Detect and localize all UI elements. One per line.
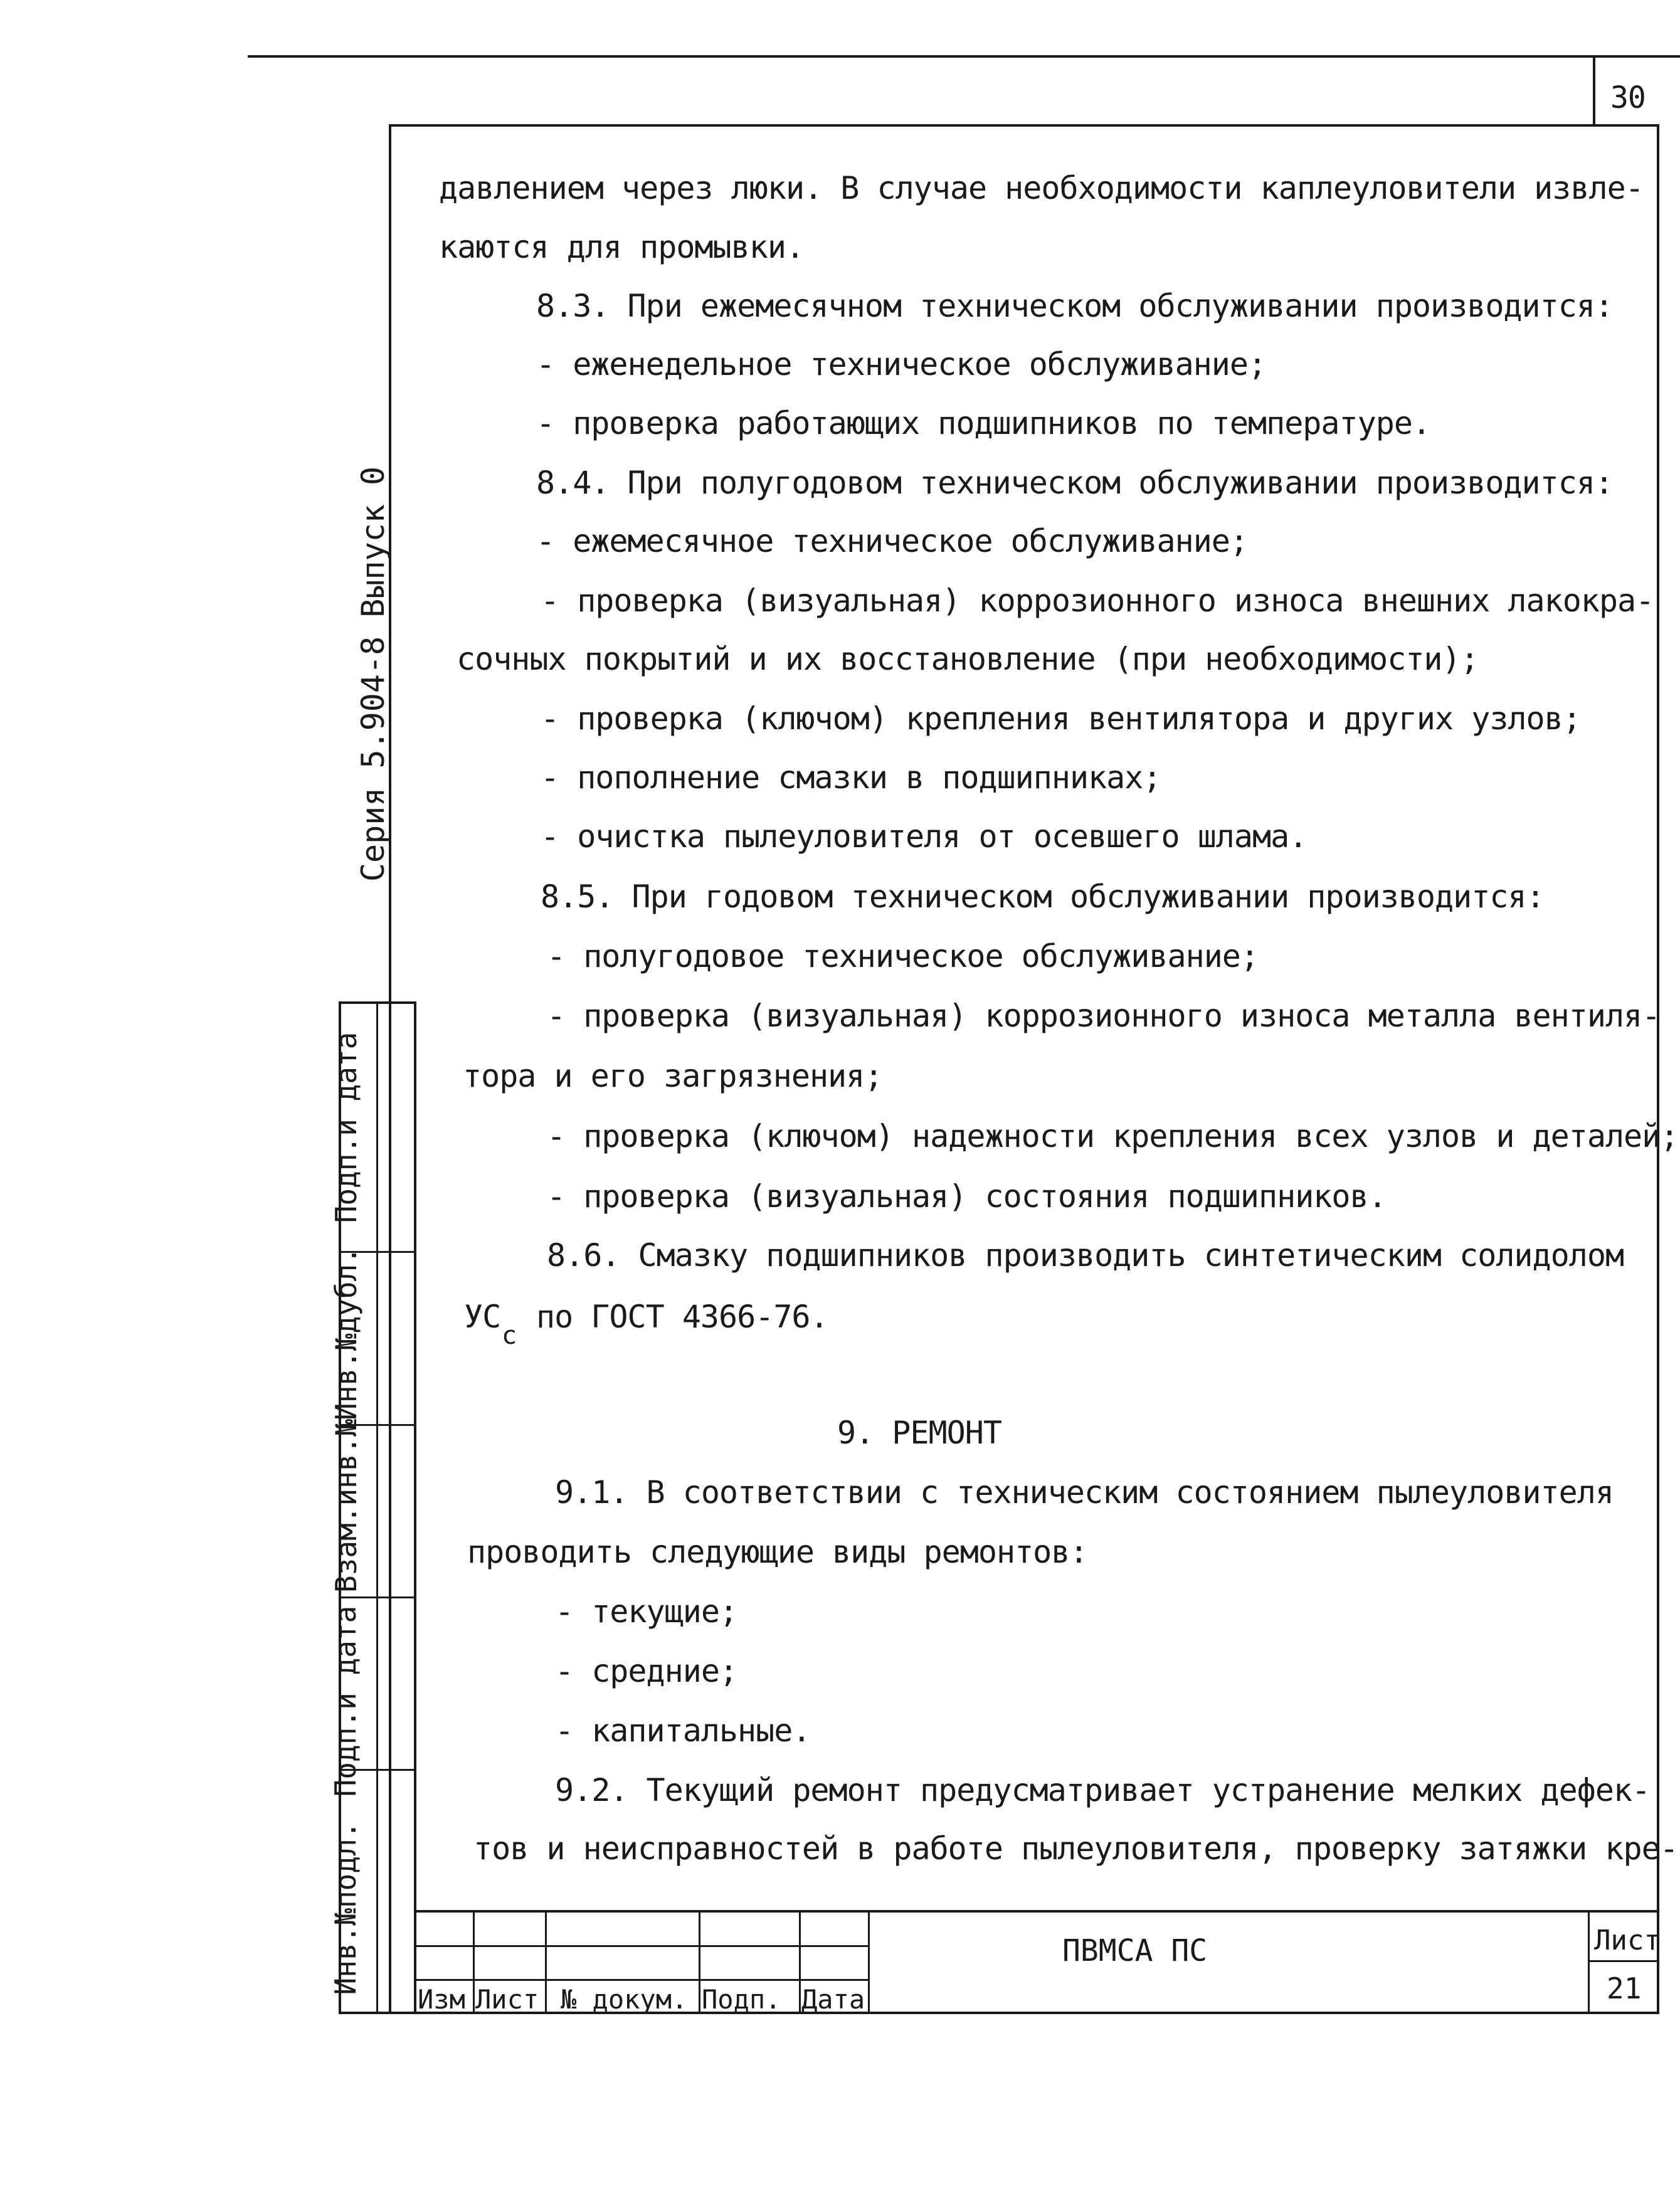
- body-line: - проверка (ключом) крепления вентилятора и других узлов;: [541, 700, 1581, 737]
- series-label: Серия 5.904-8 Выпуск 0: [355, 466, 391, 882]
- column-dokum: № докум.: [561, 1984, 688, 2015]
- title-block-col-line: [473, 1910, 475, 2014]
- body-line: 8.5. При годовом техническом обслуживании производится:: [541, 879, 1545, 915]
- top-page-number: 30: [1610, 80, 1646, 115]
- body-line: - капитальные.: [555, 1713, 811, 1749]
- body-line: - проверка работающих подшипников по температуре.: [536, 405, 1431, 441]
- body-line: сочных покрытий и их восстановление (при необходимости);: [457, 641, 1479, 677]
- column-izm: Изм: [418, 1984, 465, 2015]
- title-block-col-line: [868, 1910, 870, 2014]
- body-line: - проверка (визуальная) коррозионного износа металла вентиля-: [547, 998, 1661, 1034]
- body-line-us: УС: [464, 1299, 501, 1335]
- side-stamp-label-podp-data-1: Подп.и дата: [329, 1605, 362, 1797]
- body-line: по ГОСТ 4366-76.: [536, 1299, 828, 1335]
- title-block-col-line: [699, 1910, 700, 2014]
- side-stamp-inner-line: [376, 1004, 378, 2012]
- column-podp: Подп.: [702, 1984, 781, 2015]
- body-line: - пополнение смазки в подшипниках;: [541, 759, 1161, 796]
- body-line: тов и неисправностей в работе пылеуловителя, проверку затяжки кре-: [473, 1830, 1678, 1867]
- column-list: Лист: [475, 1984, 539, 2015]
- body-line: каются для промывки.: [439, 229, 805, 265]
- body-line: - проверка (визуальная) состояния подшипников.: [547, 1178, 1387, 1215]
- title-block-col-line: [799, 1910, 801, 2014]
- sheet-label: Лист: [1594, 1924, 1661, 1956]
- body-line: 9.2. Текущий ремонт предусматривает устранение мелких дефек-: [555, 1772, 1651, 1808]
- body-line: проводить следующие виды ремонтов:: [467, 1534, 1088, 1570]
- top-rule: [248, 55, 1680, 58]
- body-line: - проверка (визуальная) коррозионного износа внешних лакокра-: [541, 583, 1654, 619]
- body-line: - очистка пылеуловителя от осевшего шлама.: [541, 818, 1308, 855]
- side-stamp-label-podp-data-2: Подп.и дата: [329, 1032, 363, 1223]
- body-line: тора и его загрязнения;: [463, 1058, 883, 1094]
- body-line: - ежемесячное техническое обслуживание;: [536, 523, 1248, 559]
- body-line: 8.6. Смазку подшипников производить синтетическим солидолом: [547, 1237, 1624, 1274]
- body-line: 8.4. При полугодовом техническом обслуживании производится:: [536, 465, 1614, 501]
- column-data: Дата: [801, 1984, 865, 2015]
- title-block-top-line: [416, 1910, 1659, 1913]
- body-line: давлением через люки. В случае необходимости каплеуловители извле-: [439, 170, 1644, 206]
- body-line: - еженедельное техническое обслуживание;: [536, 346, 1267, 383]
- title-block-sheet-line: [1588, 1960, 1659, 1962]
- page-number-divider: [1593, 55, 1595, 125]
- title-block-col-line: [1588, 1910, 1590, 2014]
- body-line: - проверка (ключом) надежности крепления всех узлов и деталей;: [547, 1118, 1679, 1154]
- title-block-col-line: [545, 1910, 547, 2014]
- sheet-number: 21: [1607, 1971, 1642, 2005]
- title-block: [416, 1910, 1659, 2014]
- side-stamp-label-inv-dubl: Инв.№дубл.: [329, 1247, 363, 1420]
- body-line: - полугодовое техническое обслуживание;: [547, 938, 1259, 974]
- document-designation: ПВМСА ПС: [1062, 1933, 1208, 1968]
- body-line-us-subscript: с: [502, 1321, 517, 1350]
- side-stamp-label-vzam-inv: Взам.инв.№: [329, 1419, 363, 1593]
- body-line: 8.3. При ежемесячном техническом обслуживании производится:: [536, 288, 1614, 324]
- body-line: - средние;: [555, 1653, 738, 1689]
- body-line: - текущие;: [555, 1593, 738, 1630]
- section-heading: 9. РЕМОНТ: [837, 1415, 1001, 1451]
- side-stamp-label-inv-podl: Инв.№подл.: [329, 1821, 362, 1995]
- body-line: 9.1. В соответствии с техническим состоянием пылеуловителя: [555, 1474, 1614, 1511]
